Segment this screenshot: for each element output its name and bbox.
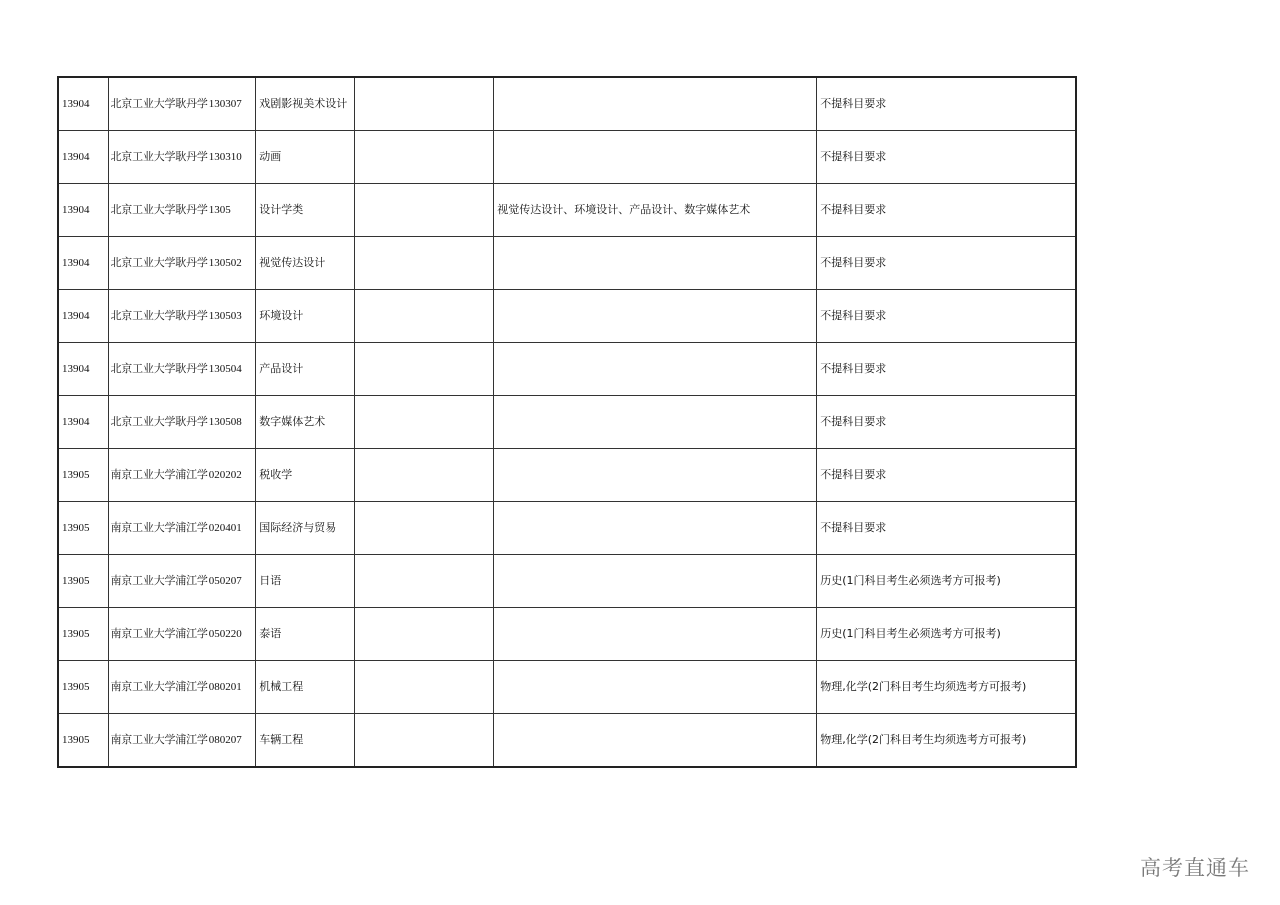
school-name-cell: 北京工业大学耿丹学	[108, 237, 208, 290]
included-majors-cell	[494, 343, 817, 396]
school-code-cell: 13904	[58, 184, 108, 237]
subject-requirement-cell: 不提科目要求	[817, 237, 1076, 290]
school-code-cell: 13905	[58, 449, 108, 502]
major-name-cell: 数字媒体艺术	[256, 396, 355, 449]
included-majors-cell	[494, 714, 817, 768]
table-row	[58, 131, 1076, 184]
school-name-cell: 北京工业大学耿丹学	[108, 77, 208, 131]
blank-cell	[355, 343, 494, 396]
included-majors-cell	[494, 77, 817, 131]
school-code-cell: 13904	[58, 77, 108, 131]
subject-requirement-cell: 历史(1门科目考生必须选考方可报考)	[817, 608, 1076, 661]
table-row	[58, 608, 1076, 661]
table-row	[58, 290, 1076, 343]
blank-cell	[355, 131, 494, 184]
blank-cell	[355, 502, 494, 555]
table-row	[58, 502, 1076, 555]
blank-cell	[355, 555, 494, 608]
major-name-cell: 设计学类	[256, 184, 355, 237]
school-name-cell: 南京工业大学浦江学	[108, 608, 208, 661]
table-row	[58, 77, 1076, 131]
table-row	[58, 343, 1076, 396]
major-code-cell: 020202	[208, 449, 256, 502]
subject-requirement-cell: 不提科目要求	[817, 343, 1076, 396]
major-name-cell: 动画	[256, 131, 355, 184]
major-name-cell: 税收学	[256, 449, 355, 502]
blank-cell	[355, 608, 494, 661]
school-code-cell: 13904	[58, 290, 108, 343]
included-majors-cell	[494, 449, 817, 502]
major-code-cell: 1305	[208, 184, 256, 237]
table-row	[58, 449, 1076, 502]
major-name-cell: 产品设计	[256, 343, 355, 396]
subject-requirement-cell: 不提科目要求	[817, 396, 1076, 449]
major-code-cell: 080207	[208, 714, 256, 768]
major-name-cell: 泰语	[256, 608, 355, 661]
table-row	[58, 555, 1076, 608]
subject-requirement-cell: 不提科目要求	[817, 131, 1076, 184]
major-name-cell: 国际经济与贸易	[256, 502, 355, 555]
included-majors-cell	[494, 608, 817, 661]
blank-cell	[355, 661, 494, 714]
subject-requirement-cell: 物理,化学(2门科目考生均须选考方可报考)	[817, 714, 1076, 768]
subject-requirement-cell: 不提科目要求	[817, 449, 1076, 502]
school-code-cell: 13904	[58, 237, 108, 290]
subject-requirement-cell: 不提科目要求	[817, 77, 1076, 131]
school-code-cell: 13905	[58, 608, 108, 661]
major-code-cell: 130502	[208, 237, 256, 290]
blank-cell	[355, 290, 494, 343]
school-name-cell: 北京工业大学耿丹学	[108, 343, 208, 396]
school-code-cell: 13904	[58, 396, 108, 449]
school-name-cell: 南京工业大学浦江学	[108, 555, 208, 608]
included-majors-cell: 视觉传达设计、环境设计、产品设计、数字媒体艺术	[494, 184, 817, 237]
table-row	[58, 661, 1076, 714]
major-name-cell: 戏剧影视美术设计	[256, 77, 355, 131]
school-name-cell: 北京工业大学耿丹学	[108, 290, 208, 343]
major-code-cell: 130310	[208, 131, 256, 184]
school-code-cell: 13905	[58, 661, 108, 714]
subject-requirement-cell: 不提科目要求	[817, 184, 1076, 237]
table-row	[58, 714, 1076, 768]
table-row	[58, 396, 1076, 449]
major-name-cell: 车辆工程	[256, 714, 355, 768]
school-code-cell: 13905	[58, 502, 108, 555]
blank-cell	[355, 396, 494, 449]
major-code-cell: 130307	[208, 77, 256, 131]
major-code-cell: 050220	[208, 608, 256, 661]
subject-requirement-cell: 不提科目要求	[817, 290, 1076, 343]
blank-cell	[355, 77, 494, 131]
school-code-cell: 13904	[58, 131, 108, 184]
included-majors-cell	[494, 131, 817, 184]
major-code-cell: 130508	[208, 396, 256, 449]
included-majors-cell	[494, 502, 817, 555]
subject-requirement-cell: 不提科目要求	[817, 502, 1076, 555]
blank-cell	[355, 714, 494, 768]
blank-cell	[355, 449, 494, 502]
major-code-cell: 130504	[208, 343, 256, 396]
major-name-cell: 环境设计	[256, 290, 355, 343]
school-name-cell: 南京工业大学浦江学	[108, 502, 208, 555]
school-code-cell: 13904	[58, 343, 108, 396]
major-name-cell: 视觉传达设计	[256, 237, 355, 290]
major-code-cell: 080201	[208, 661, 256, 714]
major-name-cell: 日语	[256, 555, 355, 608]
included-majors-cell	[494, 555, 817, 608]
blank-cell	[355, 184, 494, 237]
table-row	[58, 237, 1076, 290]
school-name-cell: 北京工业大学耿丹学	[108, 396, 208, 449]
blank-cell	[355, 237, 494, 290]
table-row	[58, 184, 1076, 237]
included-majors-cell	[494, 661, 817, 714]
major-code-cell: 050207	[208, 555, 256, 608]
table-body	[58, 77, 1076, 767]
included-majors-cell	[494, 237, 817, 290]
school-name-cell: 北京工业大学耿丹学	[108, 131, 208, 184]
watermark-text: 高考直通车	[1140, 856, 1250, 880]
school-code-cell: 13905	[58, 555, 108, 608]
major-code-cell: 130503	[208, 290, 256, 343]
subject-requirement-table	[57, 76, 1077, 768]
subject-requirement-cell: 历史(1门科目考生必须选考方可报考)	[817, 555, 1076, 608]
school-name-cell: 南京工业大学浦江学	[108, 714, 208, 768]
school-code-cell: 13905	[58, 714, 108, 768]
included-majors-cell	[494, 396, 817, 449]
major-code-cell: 020401	[208, 502, 256, 555]
school-name-cell: 南京工业大学浦江学	[108, 449, 208, 502]
major-name-cell: 机械工程	[256, 661, 355, 714]
subject-requirement-cell: 物理,化学(2门科目考生均须选考方可报考)	[817, 661, 1076, 714]
included-majors-cell	[494, 290, 817, 343]
school-name-cell: 北京工业大学耿丹学	[108, 184, 208, 237]
school-name-cell: 南京工业大学浦江学	[108, 661, 208, 714]
